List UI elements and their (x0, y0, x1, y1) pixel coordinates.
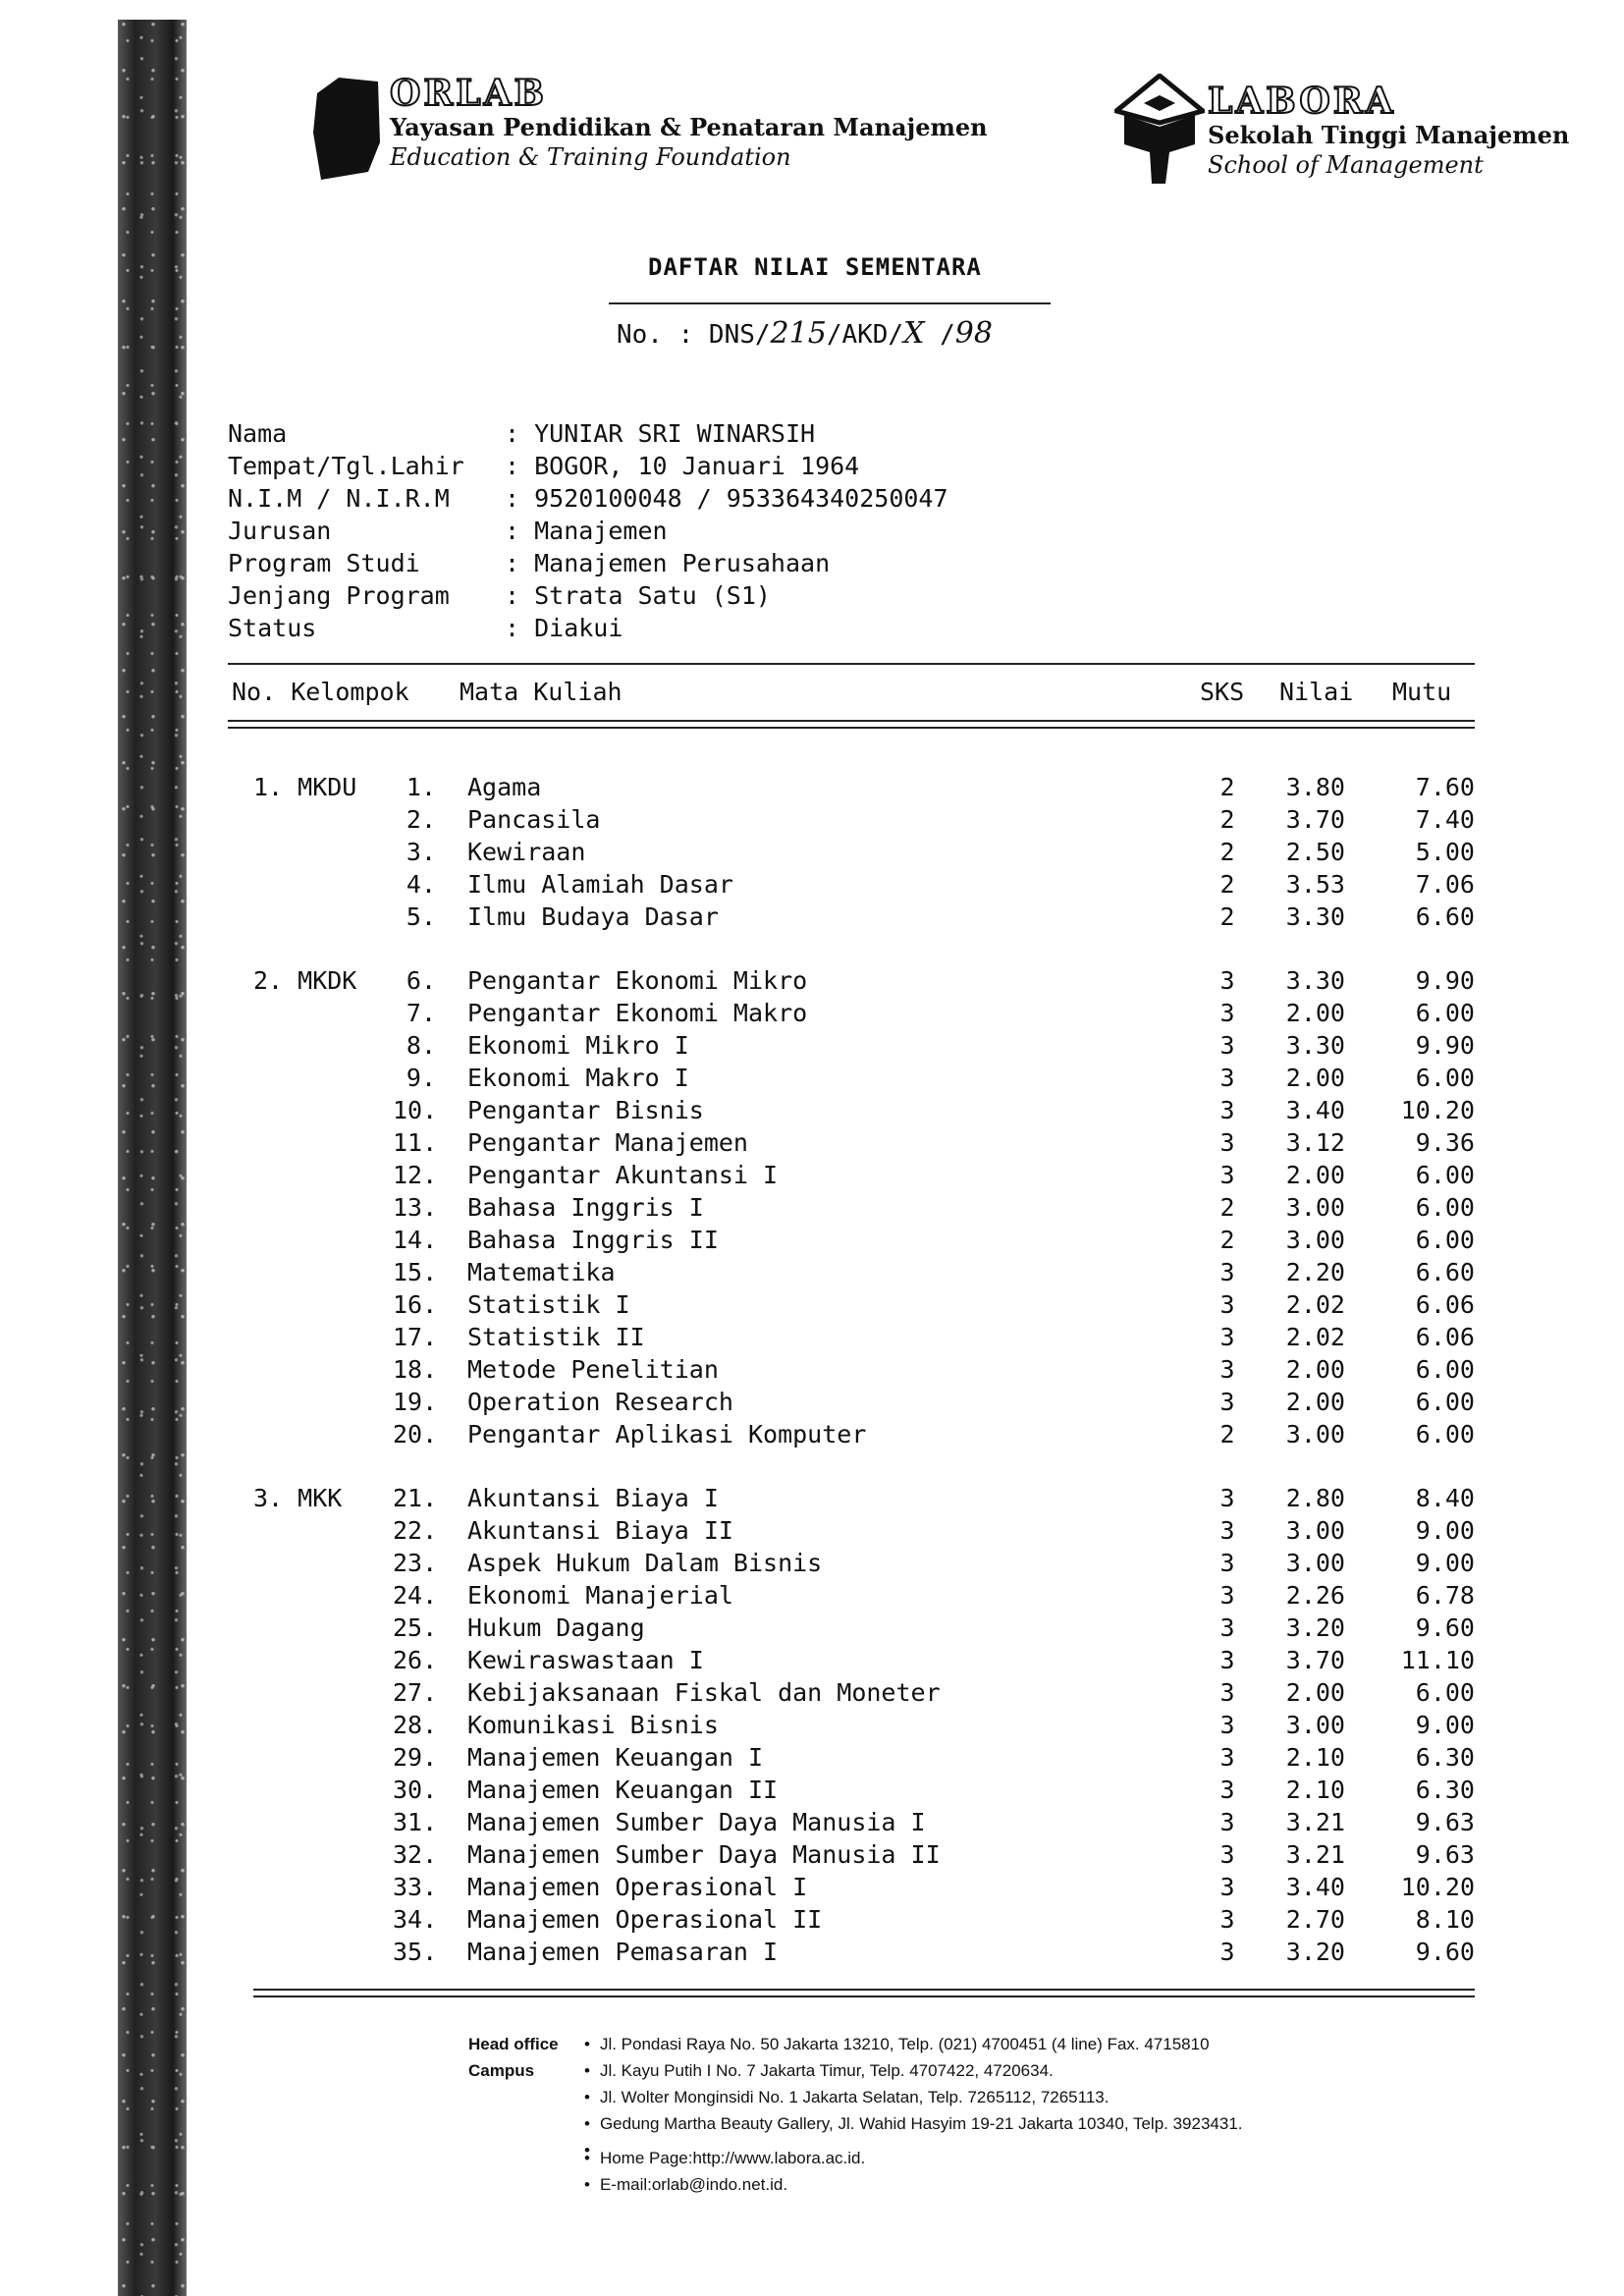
table-row (0, 902, 1624, 935)
document-number (617, 316, 993, 351)
row-sks: 3 (1219, 1905, 1235, 1934)
row-sks: 3 (1219, 1128, 1235, 1157)
row-sks: 2 (1219, 805, 1235, 834)
table-row (0, 1840, 1624, 1873)
row-nilai: 2.00 (1285, 1388, 1345, 1416)
footer-campus-label: Campus (468, 2061, 535, 2080)
info-row (228, 515, 948, 547)
grades-table (0, 773, 1624, 1970)
row-number: 18. (393, 1355, 438, 1384)
row-nilai: 3.00 (1285, 1516, 1345, 1545)
table-row (0, 1581, 1624, 1613)
row-course: Ilmu Alamiah Dasar (467, 870, 733, 899)
info-value: : Strata Satu (S1) (505, 581, 771, 610)
row-nilai: 3.00 (1285, 1226, 1345, 1254)
table-row (0, 1388, 1624, 1420)
header-sks: SKS (1200, 678, 1245, 706)
row-nilai: 3.53 (1285, 870, 1345, 899)
row-mutu: 6.00 (1415, 1355, 1475, 1384)
table-row (0, 1549, 1624, 1581)
row-sks: 2 (1219, 838, 1235, 866)
table-top-rule (228, 663, 1475, 665)
row-number: 20. (393, 1420, 438, 1449)
row-mutu: 9.90 (1415, 1031, 1475, 1060)
row-course: Bahasa Inggris I (467, 1193, 704, 1222)
info-row (228, 547, 948, 579)
row-mutu: 6.78 (1415, 1581, 1475, 1610)
row-course: Pengantar Ekonomi Makro (467, 999, 808, 1027)
row-course: Pancasila (467, 805, 601, 834)
row-course: Manajemen Sumber Daya Manusia I (467, 1808, 926, 1836)
title-underline (609, 302, 1051, 304)
row-sks: 3 (1219, 1323, 1235, 1351)
row-sks: 3 (1219, 1711, 1235, 1739)
table-row (0, 1031, 1624, 1064)
info-row (228, 450, 948, 482)
row-number: 26. (393, 1646, 438, 1674)
table-row (0, 1743, 1624, 1776)
row-nilai: 3.12 (1285, 1128, 1345, 1157)
orlab-org-name: Yayasan Pendidikan & Penataran Manajemen (390, 113, 988, 141)
row-mutu: 9.63 (1415, 1808, 1475, 1836)
row-nilai: 2.70 (1285, 1905, 1345, 1934)
row-course: Aspek Hukum Dalam Bisnis (467, 1549, 823, 1577)
row-nilai: 2.26 (1285, 1581, 1345, 1610)
row-mutu: 8.40 (1415, 1484, 1475, 1512)
info-row (228, 417, 948, 450)
footer-address: • Gedung Martha Beauty Gallery, Jl. Wahid Hasyim 19-21 Jakarta 10340, Telp. 3923431. (584, 2110, 1243, 2137)
row-nilai: 3.00 (1285, 1193, 1345, 1222)
row-nilai: 2.00 (1285, 1355, 1345, 1384)
row-course: Agama (467, 773, 542, 801)
row-mutu: 6.30 (1415, 1743, 1475, 1772)
row-mutu: 9.63 (1415, 1840, 1475, 1869)
row-course: Manajemen Keuangan I (467, 1743, 764, 1772)
row-mutu: 9.60 (1415, 1613, 1475, 1642)
info-label: Program Studi (228, 549, 420, 577)
row-course: Kewiraan (467, 838, 586, 866)
row-course: Manajemen Operasional I (467, 1873, 808, 1901)
table-row (0, 999, 1624, 1031)
row-nilai: 2.02 (1285, 1290, 1345, 1319)
row-nilai: 2.50 (1285, 838, 1345, 866)
row-number: 33. (393, 1873, 438, 1901)
row-sks: 3 (1219, 1678, 1235, 1707)
footer-address: • Jl. Pondasi Raya No. 50 Jakarta 13210, Telp. (021) 4700451 (4 line) Fax. 4715810 (584, 2031, 1243, 2057)
row-mutu: 7.40 (1415, 805, 1475, 834)
row-number: 34. (393, 1905, 438, 1934)
row-mutu: 7.60 (1415, 773, 1475, 801)
row-sks: 3 (1219, 1388, 1235, 1416)
table-header-rule-2 (228, 727, 1475, 729)
row-sks: 3 (1219, 1355, 1235, 1384)
table-row (0, 1678, 1624, 1711)
row-course: Operation Research (467, 1388, 733, 1416)
row-course: Bahasa Inggris II (467, 1226, 719, 1254)
footer-address: • Jl. Kayu Putih I No. 7 Jakarta Timur, Telp. 4707422, 4720634. (584, 2057, 1243, 2084)
row-course: Akuntansi Biaya I (467, 1484, 719, 1512)
row-course: Ekonomi Makro I (467, 1064, 689, 1092)
table-row (0, 1484, 1624, 1516)
row-mutu: 9.90 (1415, 966, 1475, 995)
row-nilai: 3.30 (1285, 1031, 1345, 1060)
info-label: Tempat/Tgl.Lahir (228, 452, 464, 480)
row-nilai: 3.00 (1285, 1711, 1345, 1739)
row-number: 14. (393, 1226, 438, 1254)
info-row (228, 612, 948, 644)
row-number: 29. (393, 1743, 438, 1772)
row-sks: 3 (1219, 1646, 1235, 1674)
row-group: 3. MKK (253, 1484, 343, 1512)
table-row (0, 1516, 1624, 1549)
table-row (0, 1808, 1624, 1840)
row-number: 3. (406, 838, 436, 866)
row-course: Komunikasi Bisnis (467, 1711, 719, 1739)
row-sks: 3 (1219, 1743, 1235, 1772)
document-title: DAFTAR NILAI SEMENTARA (648, 253, 982, 281)
row-nilai: 3.30 (1285, 966, 1345, 995)
row-sks: 3 (1219, 999, 1235, 1027)
row-mutu: 9.00 (1415, 1516, 1475, 1545)
row-group: 1. MKDU (253, 773, 357, 801)
row-number: 6. (406, 966, 436, 995)
info-value: : Manajemen Perusahaan (505, 549, 831, 577)
info-label: Jurusan (228, 517, 332, 545)
row-nilai: 2.10 (1285, 1776, 1345, 1804)
docno-mid: /AKD/ (826, 320, 904, 350)
table-row (0, 1161, 1624, 1193)
row-number: 13. (393, 1193, 438, 1222)
row-nilai: 3.20 (1285, 1613, 1345, 1642)
orlab-brand: ORLAB (390, 73, 547, 114)
row-sks: 2 (1219, 870, 1235, 899)
info-label: Nama (228, 419, 288, 448)
row-nilai: 2.10 (1285, 1743, 1345, 1772)
row-course: Kebijaksanaan Fiskal dan Moneter (467, 1678, 941, 1707)
table-row (0, 1646, 1624, 1678)
row-number: 22. (393, 1516, 438, 1545)
row-course: Ekonomi Mikro I (467, 1031, 689, 1060)
table-row (0, 838, 1624, 870)
row-mutu: 11.10 (1400, 1646, 1475, 1674)
info-label: N.I.M / N.I.R.M (228, 484, 450, 513)
table-row (0, 966, 1624, 999)
table-row (0, 1064, 1624, 1096)
docno-handwritten-2: X (903, 316, 925, 351)
row-course: Pengantar Bisnis (467, 1096, 704, 1124)
row-course: Pengantar Manajemen (467, 1128, 748, 1157)
row-course: Akuntansi Biaya II (467, 1516, 733, 1545)
row-number: 5. (406, 902, 436, 931)
row-course: Manajemen Operasional II (467, 1905, 823, 1934)
row-number: 30. (393, 1776, 438, 1804)
row-sks: 3 (1219, 1581, 1235, 1610)
row-sks: 3 (1219, 1516, 1235, 1545)
row-number: 28. (393, 1711, 438, 1739)
table-row (0, 1355, 1624, 1388)
info-value: : YUNIAR SRI WINARSIH (505, 419, 816, 448)
row-nilai: 3.21 (1285, 1808, 1345, 1836)
row-mutu: 6.06 (1415, 1323, 1475, 1351)
info-value: : 9520100048 / 953364340250047 (505, 484, 948, 513)
row-sks: 3 (1219, 1258, 1235, 1286)
row-course: Manajemen Pemasaran I (467, 1938, 779, 1966)
row-number: 17. (393, 1323, 438, 1351)
footer-head-office-label: Head office (468, 2035, 559, 2053)
table-row (0, 1873, 1624, 1905)
row-number: 2. (406, 805, 436, 834)
row-number: 1. (406, 773, 436, 801)
labora-brand: LABORA (1208, 81, 1396, 122)
footer-email: • E-mail:orlab@indo.net.id. (584, 2171, 1243, 2198)
row-mutu: 8.10 (1415, 1905, 1475, 1934)
row-mutu: 10.20 (1400, 1096, 1475, 1124)
row-sks: 3 (1219, 1938, 1235, 1966)
row-mutu: 6.60 (1415, 902, 1475, 931)
orlab-emblem-icon (309, 74, 383, 182)
row-sks: 3 (1219, 1873, 1235, 1901)
row-course: Ilmu Budaya Dasar (467, 902, 719, 931)
row-nilai: 2.00 (1285, 1064, 1345, 1092)
row-sks: 3 (1219, 1064, 1235, 1092)
docno-handwritten-1: 215 (770, 316, 827, 351)
row-course: Metode Penelitian (467, 1355, 719, 1384)
row-number: 8. (406, 1031, 436, 1060)
info-label: Jenjang Program (228, 581, 450, 610)
row-course: Statistik I (467, 1290, 630, 1319)
table-row (0, 1128, 1624, 1161)
row-nilai: 3.40 (1285, 1873, 1345, 1901)
info-value: : Diakui (505, 614, 623, 642)
row-number: 23. (393, 1549, 438, 1577)
row-sks: 3 (1219, 1549, 1235, 1577)
row-number: 27. (393, 1678, 438, 1707)
row-mutu: 6.00 (1415, 1193, 1475, 1222)
table-row (0, 1096, 1624, 1128)
table-row (0, 1420, 1624, 1452)
row-course: Manajemen Keuangan II (467, 1776, 779, 1804)
row-mutu: 9.00 (1415, 1711, 1475, 1739)
docno-handwritten-3: 98 (954, 316, 993, 351)
row-mutu: 6.00 (1415, 1388, 1475, 1416)
info-row (228, 579, 948, 612)
row-number: 35. (393, 1938, 438, 1966)
row-course: Kewiraswastaan I (467, 1646, 704, 1674)
header-mata-kuliah: Mata Kuliah (460, 678, 623, 706)
row-number: 9. (406, 1064, 436, 1092)
table-row (0, 773, 1624, 805)
row-sks: 2 (1219, 1226, 1235, 1254)
row-nilai: 3.20 (1285, 1938, 1345, 1966)
row-sks: 3 (1219, 1096, 1235, 1124)
row-number: 31. (393, 1808, 438, 1836)
row-group: 2. MKDK (253, 966, 357, 995)
footer-address: • Jl. Wolter Monginsidi No. 1 Jakarta Selatan, Telp. 7265112, 7265113. (584, 2084, 1243, 2110)
labora-org-name: Sekolah Tinggi Manajemen (1208, 121, 1570, 149)
docno-prefix: No. : DNS/ (617, 320, 771, 350)
row-mutu: 9.00 (1415, 1549, 1475, 1577)
row-mutu: 6.00 (1415, 1064, 1475, 1092)
row-course: Pengantar Akuntansi I (467, 1161, 779, 1189)
table-row (0, 870, 1624, 902)
info-value: : Manajemen (505, 517, 668, 545)
table-row (0, 1290, 1624, 1323)
row-sks: 3 (1219, 1808, 1235, 1836)
row-number: 21. (393, 1484, 438, 1512)
row-nilai: 2.20 (1285, 1258, 1345, 1286)
row-course: Statistik II (467, 1323, 645, 1351)
row-nilai: 3.21 (1285, 1840, 1345, 1869)
row-sks: 3 (1219, 1840, 1235, 1869)
table-row (0, 1905, 1624, 1938)
table-row (0, 1226, 1624, 1258)
table-header-rule (228, 720, 1475, 722)
row-nilai: 2.02 (1285, 1323, 1345, 1351)
info-value: : BOGOR, 10 Januari 1964 (505, 452, 860, 480)
student-info (228, 417, 948, 644)
labora-org-name-en: School of Management (1208, 151, 1484, 179)
row-nilai: 2.00 (1285, 1161, 1345, 1189)
row-number: 11. (393, 1128, 438, 1157)
table-bottom-rule-2 (253, 1995, 1475, 1997)
row-number: 24. (393, 1581, 438, 1610)
table-row (0, 1938, 1624, 1970)
row-mutu: 6.30 (1415, 1776, 1475, 1804)
labora-emblem-icon (1114, 74, 1205, 187)
row-sks: 3 (1219, 1161, 1235, 1189)
footer-homepage: • Home Page:http://www.labora.ac.id. (584, 2145, 1243, 2171)
row-course: Pengantar Aplikasi Komputer (467, 1420, 867, 1449)
info-row (228, 482, 948, 515)
row-number: 10. (393, 1096, 438, 1124)
row-nilai: 2.00 (1285, 999, 1345, 1027)
row-nilai: 3.00 (1285, 1420, 1345, 1449)
row-sks: 3 (1219, 1484, 1235, 1512)
row-nilai: 3.70 (1285, 1646, 1345, 1674)
row-sks: 3 (1219, 1290, 1235, 1319)
table-row (0, 1323, 1624, 1355)
info-label: Status (228, 614, 317, 642)
row-number: 7. (406, 999, 436, 1027)
row-mutu: 7.06 (1415, 870, 1475, 899)
header-no-kelompok: No. Kelompok (232, 678, 409, 706)
row-mutu: 6.00 (1415, 1678, 1475, 1707)
table-row (0, 1776, 1624, 1808)
header-nilai: Nilai (1279, 678, 1354, 706)
row-sks: 3 (1219, 1613, 1235, 1642)
row-number: 19. (393, 1388, 438, 1416)
row-mutu: 5.00 (1415, 838, 1475, 866)
row-number: 12. (393, 1161, 438, 1189)
row-sks: 2 (1219, 902, 1235, 931)
row-nilai: 3.40 (1285, 1096, 1345, 1124)
table-row (0, 1193, 1624, 1226)
orlab-org-name-en: Education & Training Foundation (390, 143, 791, 171)
row-number: 16. (393, 1290, 438, 1319)
row-course: Ekonomi Manajerial (467, 1581, 733, 1610)
row-sks: 2 (1219, 1420, 1235, 1449)
row-number: 4. (406, 870, 436, 899)
table-row (0, 805, 1624, 838)
row-nilai: 3.70 (1285, 805, 1345, 834)
row-number: 25. (393, 1613, 438, 1642)
row-mutu: 6.00 (1415, 1420, 1475, 1449)
row-sks: 2 (1219, 1193, 1235, 1222)
table-row (0, 1711, 1624, 1743)
row-number: 15. (393, 1258, 438, 1286)
row-mutu: 9.36 (1415, 1128, 1475, 1157)
row-nilai: 2.00 (1285, 1678, 1345, 1707)
row-sks: 3 (1219, 1776, 1235, 1804)
table-row (0, 1613, 1624, 1646)
row-mutu: 6.00 (1415, 1161, 1475, 1189)
row-nilai: 3.00 (1285, 1549, 1345, 1577)
row-mutu: 6.00 (1415, 1226, 1475, 1254)
row-number: 32. (393, 1840, 438, 1869)
row-nilai: 2.80 (1285, 1484, 1345, 1512)
row-mutu: 6.60 (1415, 1258, 1475, 1286)
table-row (0, 1258, 1624, 1290)
row-course: Matematika (467, 1258, 616, 1286)
row-sks: 2 (1219, 773, 1235, 801)
row-course: Pengantar Ekonomi Mikro (467, 966, 808, 995)
table-bottom-rule (253, 1989, 1475, 1991)
row-course: Manajemen Sumber Daya Manusia II (467, 1840, 941, 1869)
row-mutu: 10.20 (1400, 1873, 1475, 1901)
row-mutu: 6.00 (1415, 999, 1475, 1027)
header-mutu: Mutu (1392, 678, 1452, 706)
row-mutu: 9.60 (1415, 1938, 1475, 1966)
row-course: Hukum Dagang (467, 1613, 645, 1642)
row-nilai: 3.80 (1285, 773, 1345, 801)
row-mutu: 6.06 (1415, 1290, 1475, 1319)
row-sks: 3 (1219, 1031, 1235, 1060)
row-nilai: 3.30 (1285, 902, 1345, 931)
docno-sep: / (924, 320, 955, 350)
row-sks: 3 (1219, 966, 1235, 995)
